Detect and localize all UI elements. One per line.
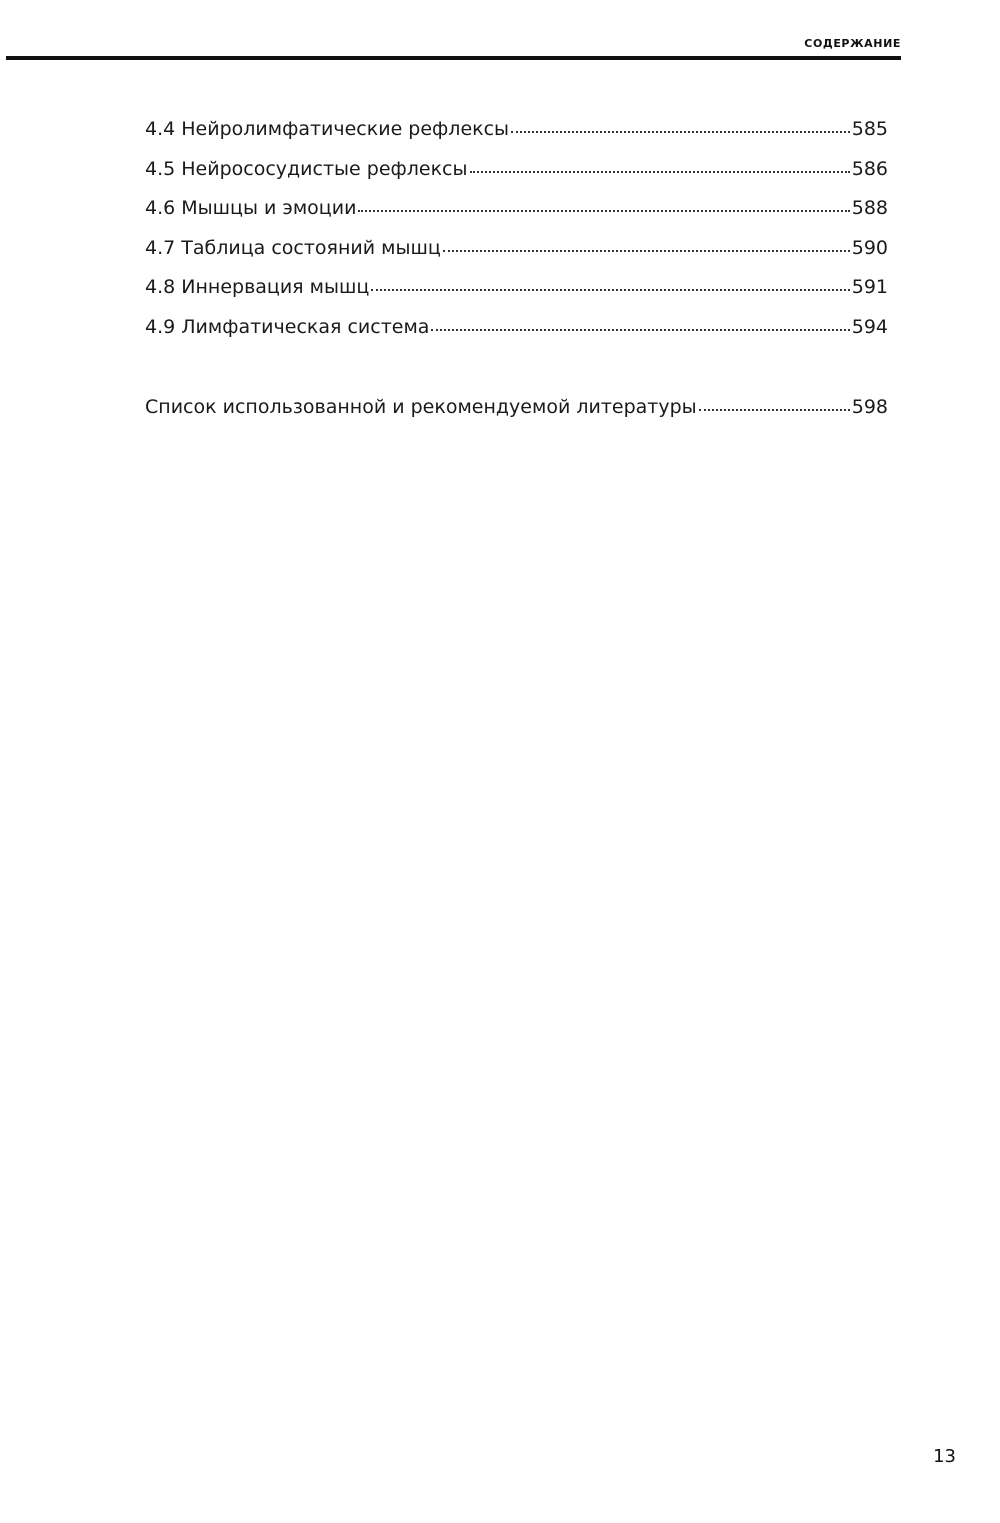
- dot-leader: [431, 311, 849, 333]
- header-rule: [6, 56, 901, 60]
- toc-entry[interactable]: [145, 113, 888, 153]
- toc-entry-title: 4.6 Мышцы и эмоции: [145, 197, 357, 220]
- toc-entry-title: 4.7 Таблица состояний мышц: [145, 236, 441, 259]
- toc-entry-title: 4.9 Лимфатическая система: [145, 315, 430, 338]
- toc-entry-page: 598: [851, 395, 888, 418]
- toc-entry[interactable]: [145, 153, 888, 193]
- dot-leader: [443, 232, 850, 254]
- dot-leader: [511, 113, 850, 135]
- toc-entry[interactable]: [145, 192, 888, 232]
- section-gap: [145, 351, 888, 391]
- toc-entry-title: 4.8 Иннервация мышц: [145, 276, 370, 299]
- dot-leader: [470, 153, 850, 175]
- toc-entry-title: Список использованной и рекомендуемой литературы: [145, 395, 697, 418]
- page-number: 13: [933, 1446, 956, 1467]
- toc-entry-page: 586: [851, 157, 888, 180]
- dot-leader: [358, 192, 849, 214]
- toc-entry-page: 594: [851, 315, 888, 338]
- toc-entry-page: 591: [851, 276, 888, 299]
- toc-entry-page: 590: [851, 236, 888, 259]
- toc-entry-bibliography[interactable]: [145, 391, 888, 431]
- running-header: СОДЕРЖАНИЕ: [804, 37, 901, 50]
- toc-entry-page: 588: [851, 197, 888, 220]
- table-of-contents: [145, 113, 888, 430]
- toc-entry-title: 4.4 Нейролимфатические рефлексы: [145, 118, 510, 140]
- dot-leader: [699, 391, 850, 413]
- toc-entry-page: 585: [851, 118, 888, 140]
- toc-entry[interactable]: [145, 311, 888, 351]
- toc-entry[interactable]: [145, 271, 888, 311]
- toc-entry[interactable]: [145, 232, 888, 272]
- toc-entry-title: 4.5 Нейрососудистые рефлексы: [145, 157, 468, 180]
- dot-leader: [371, 271, 849, 293]
